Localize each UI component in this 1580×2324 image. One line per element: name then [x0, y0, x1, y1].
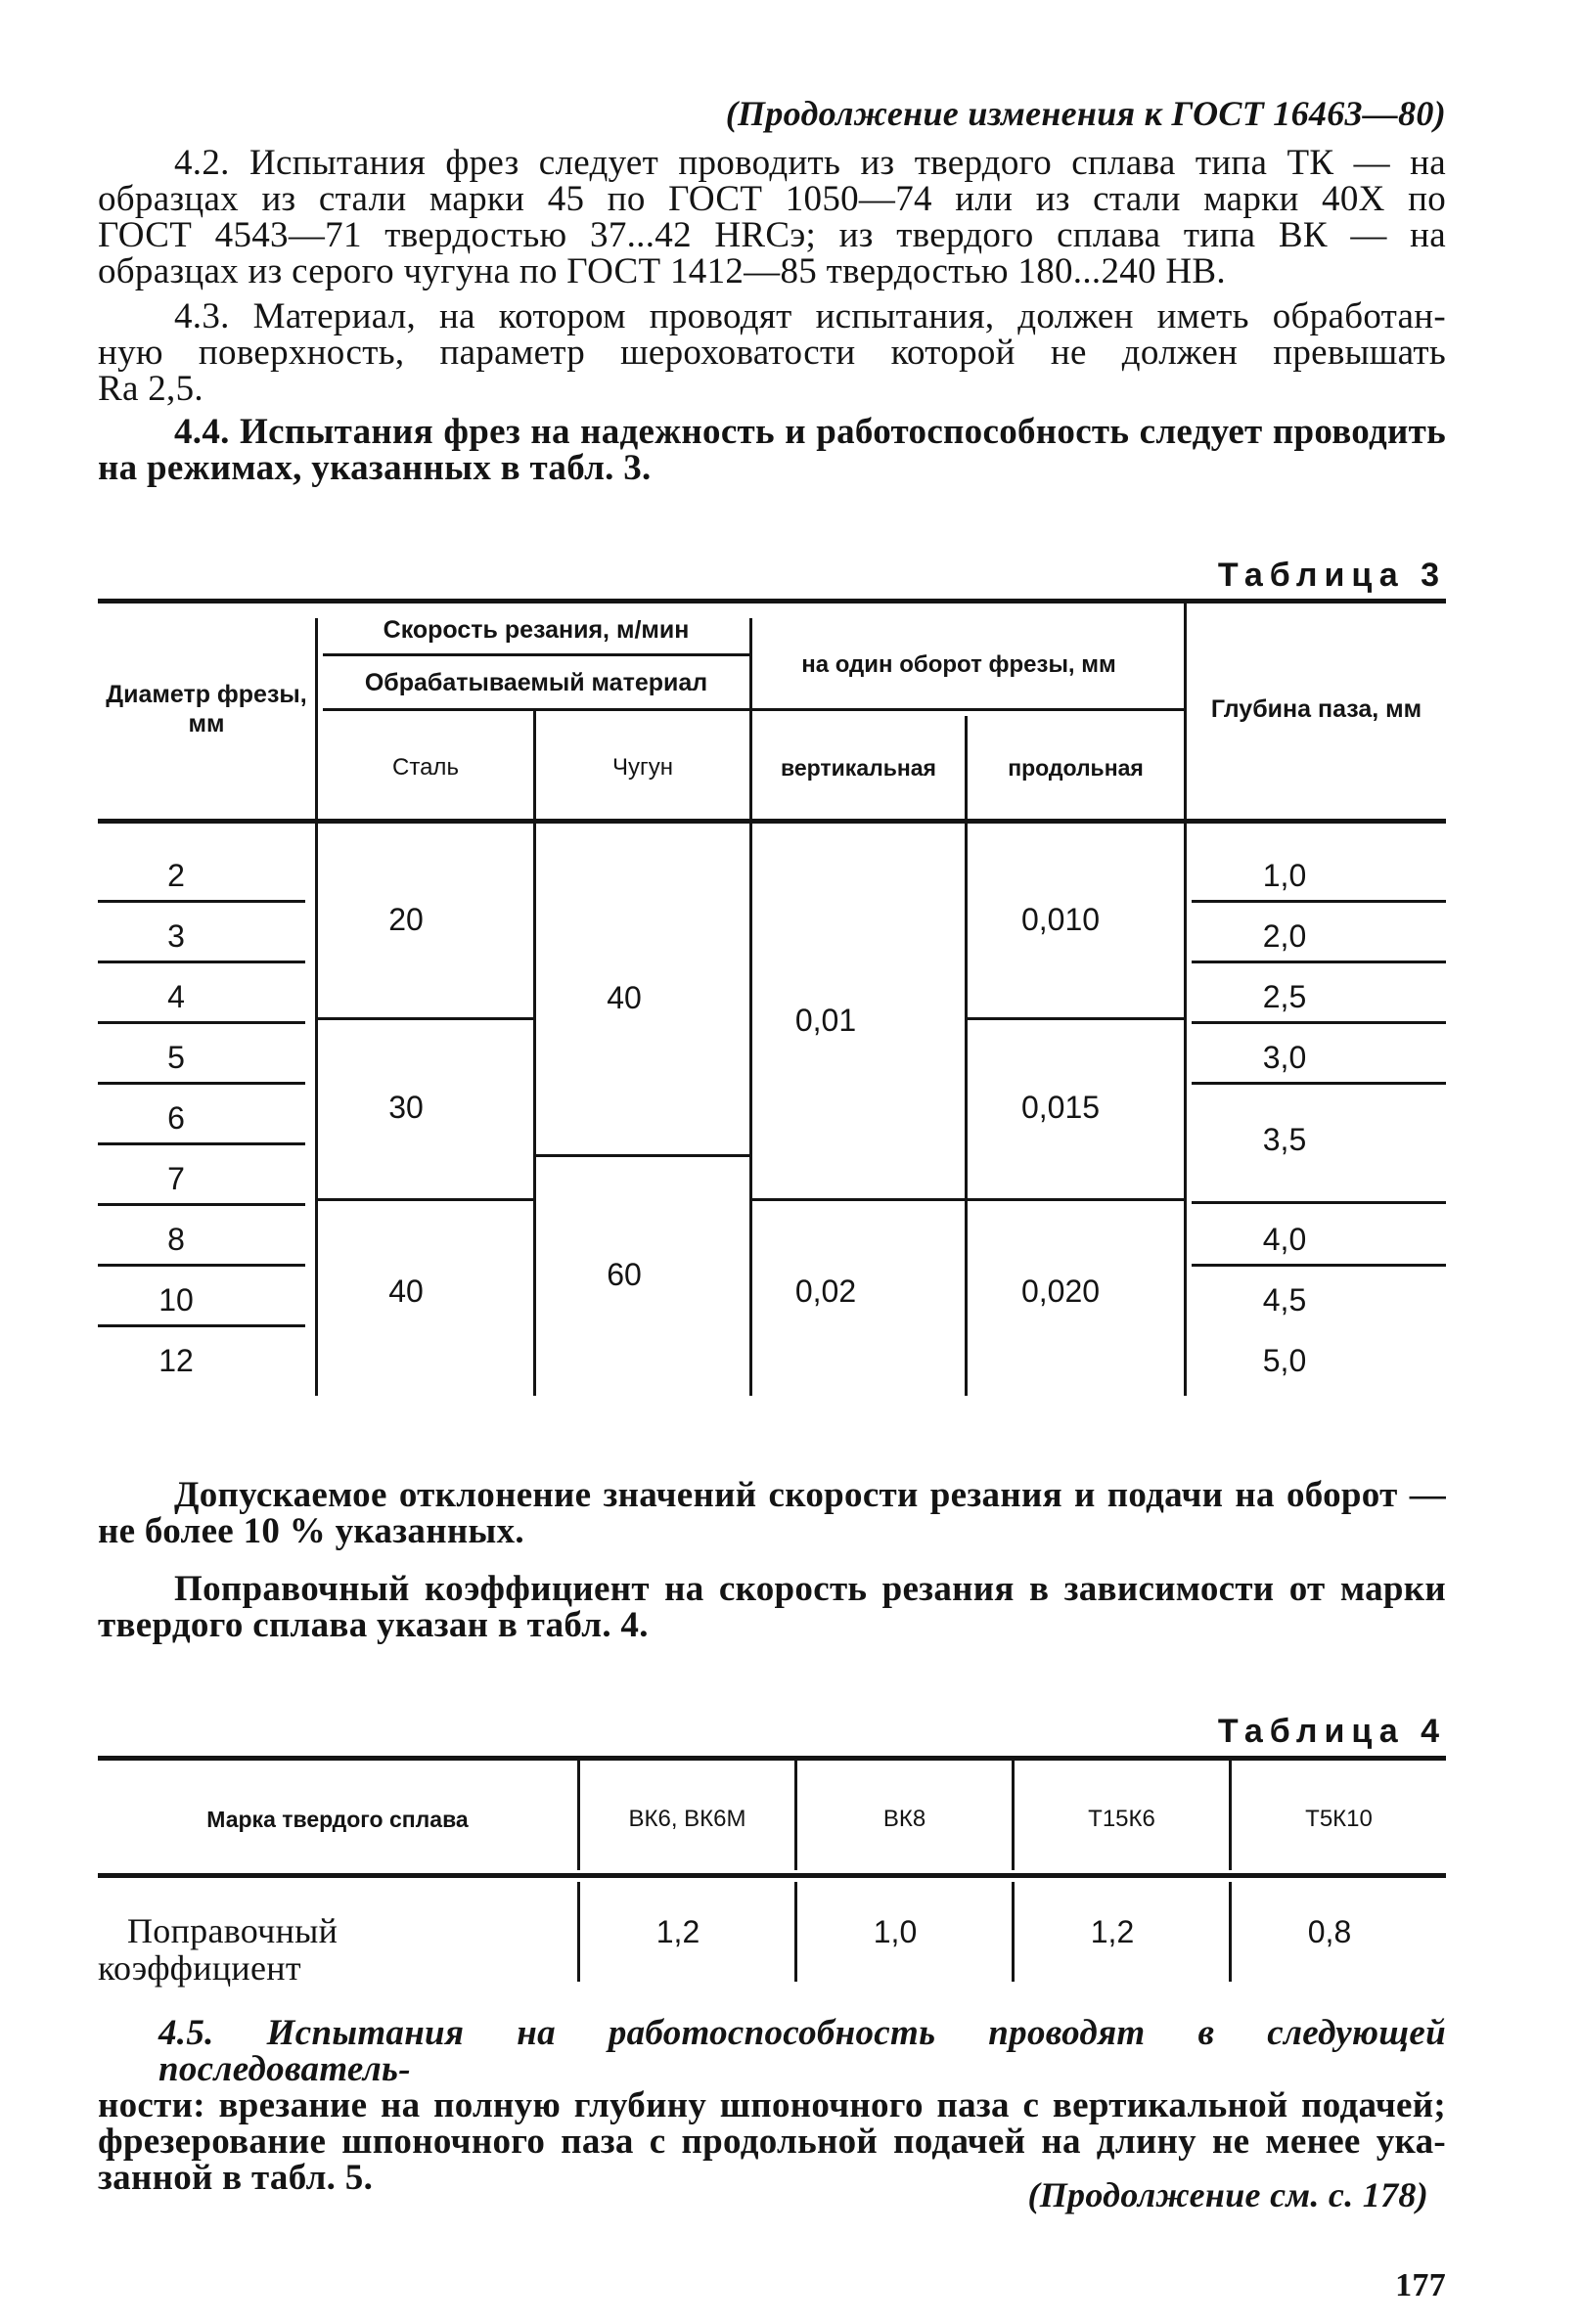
depth-cell: 2,5 — [1262, 978, 1307, 1014]
iron-value-2: 60 — [607, 1256, 642, 1292]
p43-line-3: Ra 2,5. — [98, 369, 203, 409]
p45-line-3: фрезерование шпоночного паза с продольной подачей на длину не менее ука- — [98, 2122, 1446, 2162]
steel-value-1: 20 — [388, 901, 424, 937]
diameter-cell: 12 — [158, 1342, 194, 1378]
header-steel: Сталь — [392, 754, 459, 781]
page-number: 177 — [1395, 2267, 1446, 2303]
table-4-header-rule — [98, 1873, 1446, 1878]
longitudinal-value-3: 0,020 — [1020, 1273, 1101, 1309]
header-vertical: вертикальная — [781, 755, 936, 781]
p43-line-2: ную поверхность, параметр шероховатости которой не должен превышать — [98, 333, 1446, 373]
steel-value-3: 40 — [388, 1273, 424, 1309]
iron-value-1: 40 — [607, 979, 642, 1015]
header-longitudinal: продольная — [1008, 755, 1144, 781]
p42-line-2: образцах из стали марки 45 по ГОСТ 1050—74 или из стали марки 40Х по — [98, 179, 1446, 219]
p44-line-2: на режимах, указанных в табл. 3. — [98, 448, 652, 488]
depth-cell: 2,0 — [1262, 917, 1307, 954]
grade-3: Т15К6 — [1088, 1806, 1155, 1832]
diameter-cell: 10 — [158, 1281, 194, 1318]
coef-3: 1,2 — [1090, 1913, 1135, 1949]
depth-cell: 3,5 — [1262, 1121, 1307, 1157]
grade-1: ВК6, ВК6М — [628, 1806, 746, 1832]
diameter-cell: 6 — [167, 1099, 185, 1136]
depth-cell: 3,0 — [1262, 1039, 1307, 1075]
diameter-cell: 8 — [167, 1221, 185, 1257]
coef-4: 0,8 — [1307, 1913, 1352, 1949]
p45-line-4: занной в табл. 5. — [98, 2158, 374, 2198]
after3-line-2: не более 10 % указанных. — [98, 1511, 524, 1551]
after3-line-1: Допускаемое отклонение значений скорости резания и подачи на оборот — — [174, 1475, 1446, 1515]
header-grade: Марка твердого сплава — [206, 1807, 469, 1832]
depth-cell: 5,0 — [1262, 1342, 1307, 1378]
vertical-value-2: 0,02 — [794, 1273, 857, 1309]
row-label-coefficient: Поправочный коэффициент — [98, 1911, 339, 1988]
depth-cell: 4,5 — [1262, 1281, 1307, 1318]
grade-2: ВК8 — [882, 1806, 926, 1832]
header-diameter: Диаметр фрезы, мм — [106, 681, 307, 737]
diameter-cell: 5 — [167, 1039, 185, 1075]
diameter-cell: 3 — [167, 917, 185, 954]
table-4-top-rule — [98, 1756, 1446, 1761]
running-header: (Продолжение изменения к ГОСТ 16463—80) — [725, 94, 1446, 133]
p45-line-2: ности: врезание на полную глубину шпоночного паза с вертикальной подачей; — [98, 2085, 1446, 2125]
p44-line-1: 4.4. Испытания фрез на надежность и работоспособность следует проводить — [174, 412, 1446, 452]
after3-line-4: твердого сплава указан в табл. 4. — [98, 1605, 649, 1645]
p42-line-1: 4.2. Испытания фрез следует проводить из твердого сплава типа ТК — на — [174, 143, 1446, 183]
longitudinal-value-1: 0,010 — [1020, 901, 1101, 937]
longitudinal-value-2: 0,015 — [1020, 1089, 1101, 1125]
diameter-cell: 7 — [167, 1160, 185, 1196]
p42-line-4: образцах из серого чугуна по ГОСТ 1412—85 твердостью 180...240 НВ. — [98, 251, 1226, 291]
table-3-caption: Таблица 3 — [1217, 557, 1446, 594]
after3-line-3: Поправочный коэффициент на скорость резания в зависимости от марки — [174, 1569, 1446, 1609]
header-iron: Чугун — [611, 754, 673, 781]
table-4-caption: Таблица 4 — [1217, 1713, 1446, 1750]
grade-4: Т5К10 — [1305, 1806, 1373, 1832]
header-depth: Глубина паза, мм — [1210, 695, 1422, 723]
header-material: Обрабатываемый материал — [364, 669, 708, 696]
vertical-value-1: 0,01 — [794, 1002, 857, 1038]
diameter-cell: 4 — [167, 978, 185, 1014]
steel-value-2: 30 — [388, 1089, 424, 1125]
depth-cell: 1,0 — [1262, 857, 1307, 893]
header-speed: Скорость резания, м/мин — [383, 616, 690, 644]
depth-cell: 4,0 — [1262, 1221, 1307, 1257]
coef-2: 1,0 — [873, 1913, 918, 1949]
p43-line-1: 4.3. Материал, на котором проводят испытания, должен иметь обработан- — [174, 296, 1446, 336]
header-feed: на один оборот фрезы, мм — [801, 651, 1116, 678]
continuation-note: (Продолжение см. с. 178) — [1027, 2175, 1428, 2214]
paragraph-4-5 — [98, 2015, 1446, 2196]
diameter-cell: 2 — [167, 857, 185, 893]
p42-line-3: ГОСТ 4543—71 твердостью 37...42 HRCэ; из твердого сплава типа ВК — на — [98, 215, 1446, 255]
p45-line-1: 4.5. Испытания на работоспособность проводят в следующей последователь- — [158, 2013, 1446, 2089]
coef-1: 1,2 — [655, 1913, 700, 1949]
